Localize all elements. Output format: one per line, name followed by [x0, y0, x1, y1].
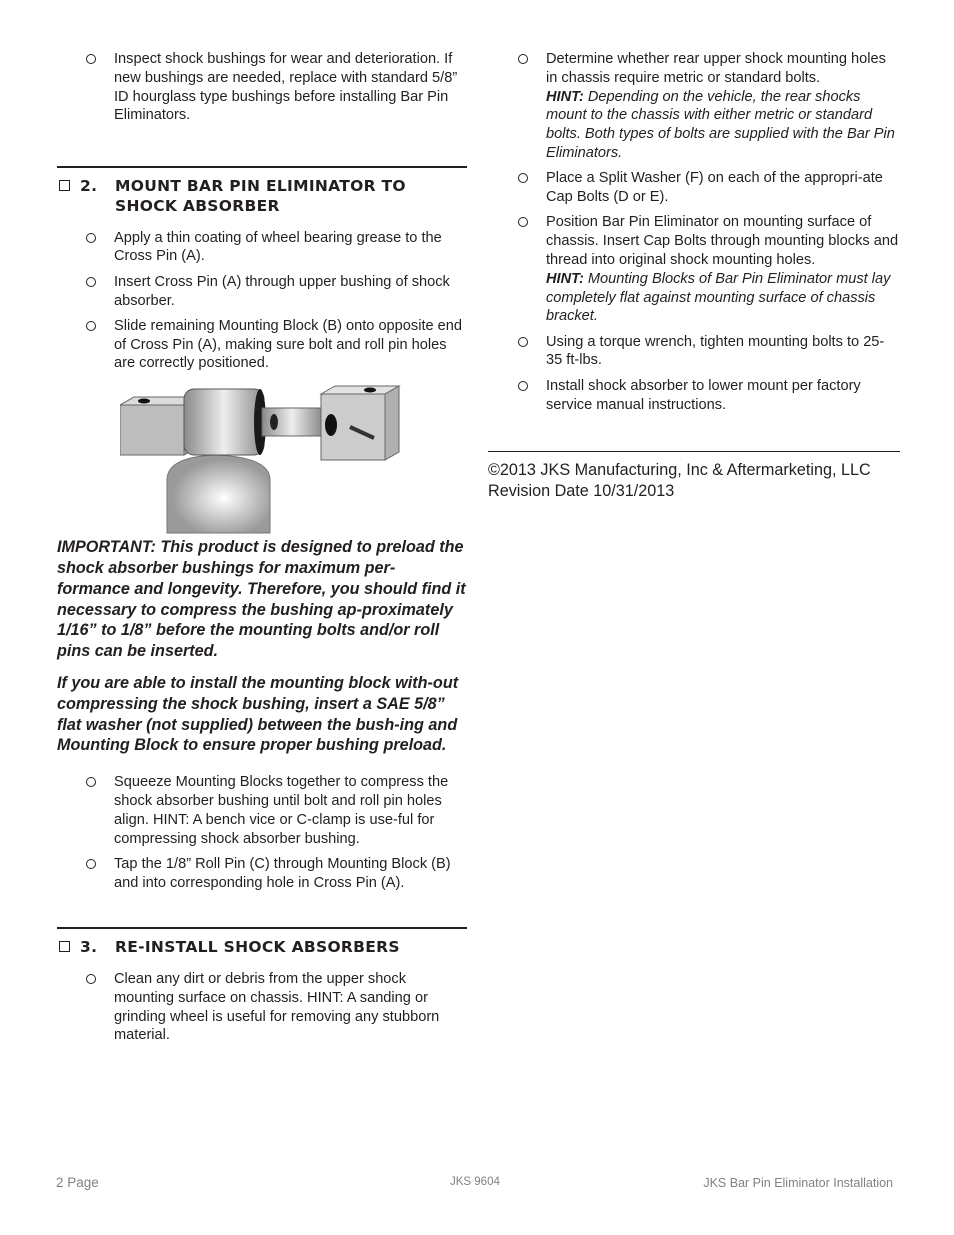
list-item: [57, 50, 467, 125]
right-column: [488, 50, 900, 502]
bullet-text: Tap the 1/8” Roll Pin (C) through Mounting Block (B) and into corresponding hole in Cross Pin (A).: [114, 855, 451, 891]
circle-bullet-icon: [518, 173, 528, 183]
circle-bullet-icon: [86, 974, 96, 984]
list-item: [57, 855, 467, 893]
list-item: [488, 377, 900, 415]
section-divider: [57, 166, 467, 168]
hint-label: HINT:: [546, 270, 584, 287]
hint-body: Depending on the vehicle, the rear shocks mount to the chassis with either metric or standard bolts. Both types of bolts are supplied with the Bar Pin Eliminators.: [546, 88, 895, 161]
bullet-text: Place a Split Washer (F) on each of the appropri-ate Cap Bolts (D or E).: [546, 170, 883, 206]
bullet-text: Slide remaining Mounting Block (B) onto opposite end of Cross Pin (A), making sure bolt and roll pin holes are correctly positioned.: [114, 317, 463, 372]
section-number: 3.: [80, 938, 98, 957]
part-number: JKS 9604: [450, 1176, 500, 1188]
circle-bullet-icon: [86, 321, 96, 331]
list-item: [57, 229, 467, 267]
checkbox-icon: [59, 941, 70, 952]
revision-date: Revision Date 10/31/2013: [488, 482, 675, 501]
circle-bullet-icon: [86, 777, 96, 787]
hint-text: [546, 270, 900, 326]
section-title: RE-INSTALL SHOCK ABSORBERS: [115, 938, 400, 957]
section-heading-3: [57, 937, 467, 957]
list-item: [57, 273, 467, 311]
hint-label: HINT:: [546, 88, 584, 105]
bullet-text: Install shock absorber to lower mount per factory service manual instructions.: [546, 377, 861, 413]
bullet-text: Squeeze Mounting Blocks together to compress the shock absorber bushing until bolt and roll pin holes align. HINT: A bench vice or C-clamp is use-ful for compressing shock absorber bushing.: [114, 774, 449, 847]
bar-pin-eliminator-illustration: [120, 385, 420, 535]
circle-bullet-icon: [518, 337, 528, 347]
section-heading-2: [57, 176, 467, 216]
circle-bullet-icon: [518, 54, 528, 64]
list-item: [488, 213, 900, 326]
circle-bullet-icon: [86, 277, 96, 287]
document-title: JKS Bar Pin Eliminator Installation: [703, 1176, 893, 1190]
hint-body: Mounting Blocks of Bar Pin Eliminator must lay completely flat against mounting surface of chassis bracket.: [546, 270, 891, 325]
list-item: [488, 50, 900, 163]
circle-bullet-icon: [86, 233, 96, 243]
hint-text: [546, 88, 900, 163]
bullet-text: Using a torque wrench, tighten mounting bolts to 25-35 ft-lbs.: [546, 333, 885, 369]
list-item: [488, 333, 900, 371]
section-number: 2.: [80, 176, 98, 195]
section-title: MOUNT BAR PIN ELIMINATOR TO SHOCK ABSORBER: [115, 176, 406, 215]
section-divider: [57, 927, 467, 929]
circle-bullet-icon: [518, 381, 528, 391]
circle-bullet-icon: [86, 859, 96, 869]
bullet-text: Apply a thin coating of wheel bearing grease to the Cross Pin (A).: [114, 229, 442, 265]
circle-bullet-icon: [86, 54, 96, 64]
circle-bullet-icon: [518, 217, 528, 227]
list-item: [57, 773, 467, 848]
list-item: [57, 970, 467, 1045]
bullet-text: Position Bar Pin Eliminator on mounting surface of chassis. Insert Cap Bolts through mounting blocks and thread into original shock mounting holes.: [546, 214, 899, 268]
left-column: [57, 50, 467, 1052]
section-divider: [488, 451, 900, 453]
copyright-text: ©2013 JKS Manufacturing, Inc & Aftermarketing, LLC: [488, 461, 871, 480]
bullet-text: Clean any dirt or debris from the upper shock mounting surface on chassis. HINT: A sanding or grinding wheel is useful for removing any stubborn material.: [114, 971, 440, 1044]
list-item: [488, 169, 900, 207]
checkbox-icon: [59, 180, 70, 191]
list-item: [57, 317, 467, 373]
bullet-text: Determine whether rear upper shock mounting holes in chassis require metric or standard bolts.: [546, 51, 886, 86]
preload-note: If you are able to install the mounting block with-out compressing the shock bushing, insert a SAE 5/8” flat washer (not supplied) between the bush-ing and Mounting Block to ensure proper bushing preload.: [57, 674, 459, 755]
copyright-block: [488, 460, 900, 502]
important-note: IMPORTANT: This product is designed to preload the shock absorber bushings for maximum per-formance and longevity. Therefore, you should find it necessary to compress the bushing ap-proximately 1/16” to 1/8” before the mounting bolts and/or roll pins can be inserted.: [57, 538, 466, 661]
bullet-text: Insert Cross Pin (A) through upper bushing of shock absorber.: [114, 273, 450, 309]
page-number: 2 Page: [56, 1175, 99, 1190]
bullet-text: Inspect shock bushings for wear and deterioration. If new bushings are needed, replace with standard 5/8” ID hourglass type bushings before installing Bar Pin Eliminators.: [114, 51, 458, 124]
